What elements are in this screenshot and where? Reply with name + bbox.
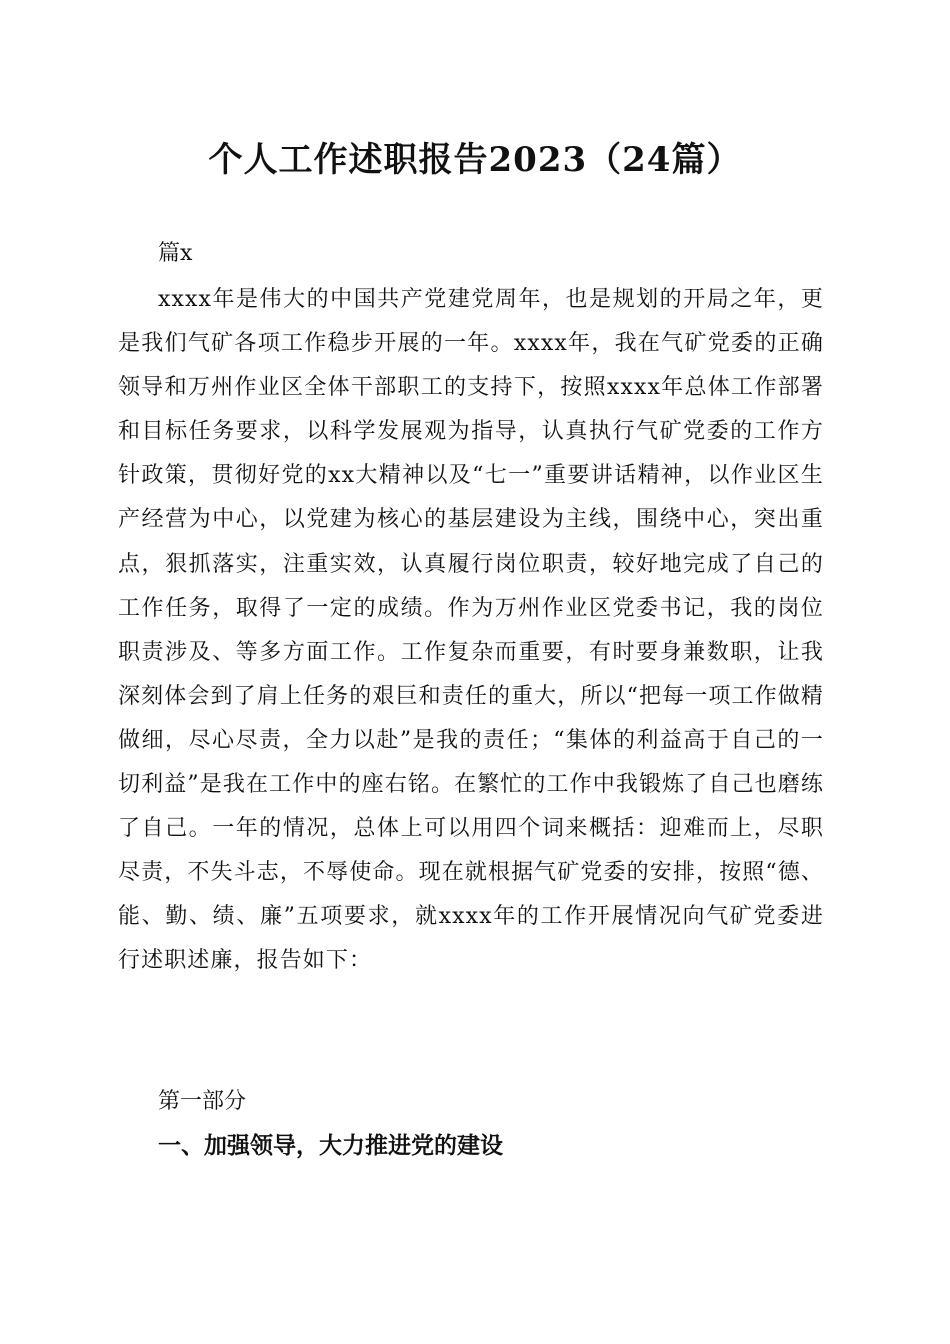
piece-label: 篇x	[158, 241, 193, 266]
section-heading: 一、加强领导，大力推进党的建设	[158, 1133, 503, 1159]
part-label: 第一部分	[158, 1089, 247, 1114]
body-paragraph: xxxx年是伟大的中国共产党建党周年，也是规划的开局之年，更是我们气矿各项工作稳步开展的一年。xxxx年，我在气矿党委的正确领导和万州作业区全体干部职工的支持下，按照xxxx年总体工作部署和目标任务要求，以科学发展观为指导，认真执行气矿党委的工作方针政策，贯彻好党的xx大精神以及“七一”重要讲话精神，以作业区生产经营为中心，以党建为核心的基层建设为主线，围绕中心，突出重点，狠抓落实，注重实效，认真履行岗位职责，较好地完成了自己的工作任务，取得了一定的成绩。作为万州作业区党委书记，我的岗位职责涉及、等多方面工作。工作复杂而重要，有时要身兼数职，让我深刻体会到了肩上任务的艰巨和责任的重大，所以“把每一项工作做精做细，尽心尽责，全力以赴”是我的责任；“集体的利益高于自己的一切利益”是我在工作中的座右铭。在繁忙的工作中我锻炼了自己也磨练了自己。一年的情况，总体上可以用四个词来概括：迎难而上，尽职尽责，不失斗志，不辱使命。现在就根据气矿党委的安排，按照“德、能、勤、绩、廉”五项要求，就xxxx年的工作开展情况向气矿党委进行述职述廉，报告如下：	[118, 287, 824, 974]
document-title: 个人工作述职报告2023（24篇）	[208, 140, 742, 180]
